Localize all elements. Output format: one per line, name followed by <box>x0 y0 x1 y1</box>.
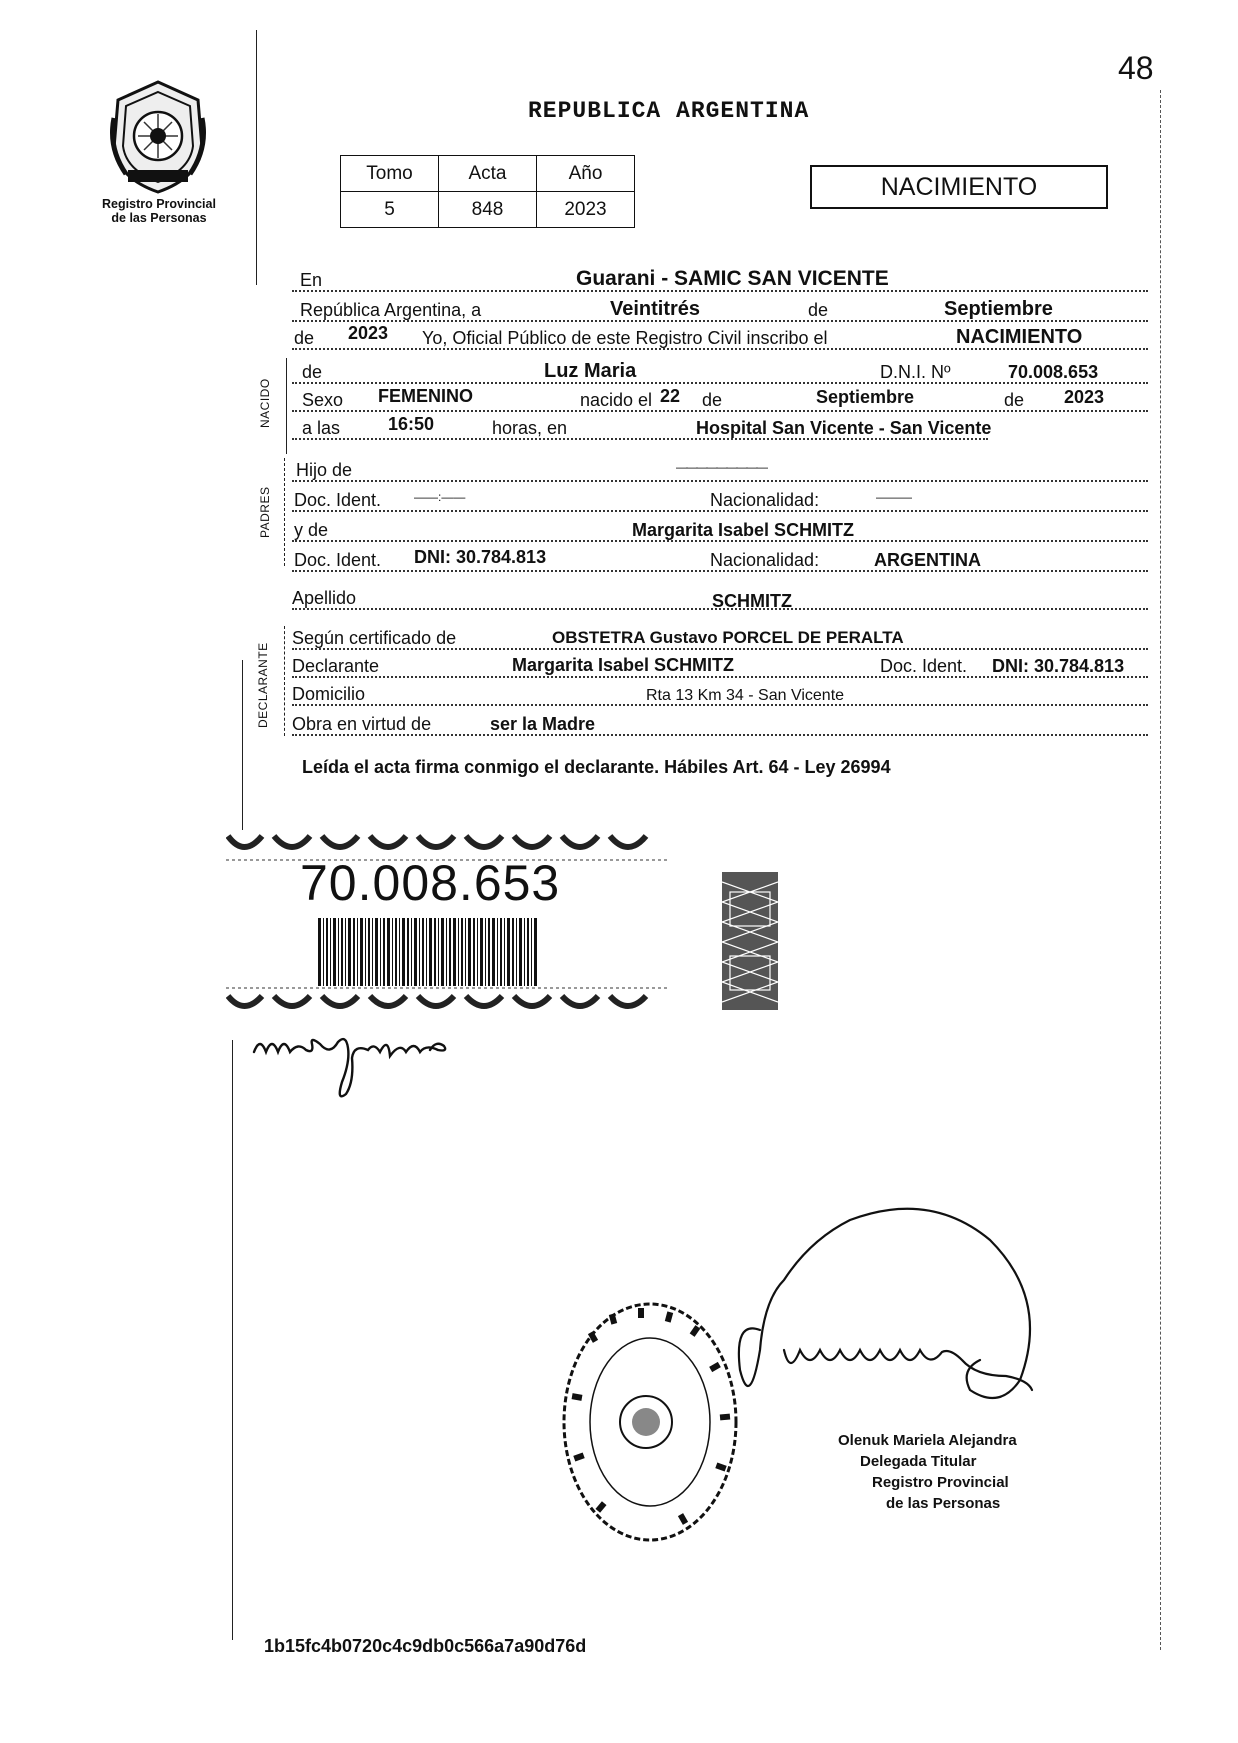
cert-label: Según certificado de <box>292 628 457 648</box>
obra-value: ser la Madre <box>490 714 596 734</box>
father-doc-value: ——:—— <box>414 490 466 504</box>
line-sex-date <box>292 386 1148 414</box>
birth-de-label-2: de <box>1004 390 1025 410</box>
mother-doc-label: Doc. Ident. <box>294 550 382 570</box>
sexo-value: FEMENINO <box>378 386 474 406</box>
id-barcode <box>318 918 538 986</box>
birth-year-value: 2023 <box>1064 387 1105 407</box>
seal-caption <box>86 197 232 225</box>
declarant-signature <box>250 1022 500 1122</box>
acta-value: 848 <box>439 192 537 228</box>
left-margin-rule <box>256 30 257 285</box>
document-hash: 1b15fc4b0720c4c9db0c566a7a90d76d <box>264 1636 587 1656</box>
declarant-label: Declarante <box>292 656 380 676</box>
declarant-doc-label: Doc. Ident. <box>880 656 968 676</box>
place-value: Guarani - SAMIC SAN VICENTE <box>576 267 889 290</box>
official-block <box>838 1430 1017 1514</box>
official-org-line1: Registro Provincial <box>872 1474 1009 1491</box>
y-de-label: y de <box>294 520 329 540</box>
month-value: Septiembre <box>944 298 1053 320</box>
line-name <box>292 358 1148 386</box>
nacido-el-label: nacido el <box>580 390 653 410</box>
domicilio-value: Rta 13 Km 34 - San Vicente <box>646 687 845 704</box>
father-nat-value: ——— <box>876 490 912 504</box>
mother-value: Margarita Isabel SCHMITZ <box>632 520 855 540</box>
registry-header-row <box>341 156 635 192</box>
line-date <box>292 296 1148 324</box>
en-label: En <box>300 270 323 290</box>
birth-day-value: 22 <box>660 386 681 406</box>
apellido-label: Apellido <box>292 588 357 608</box>
line-declarant <box>292 652 1148 680</box>
apellido-value: SCHMITZ <box>712 591 792 611</box>
birth-place-value: Hospital San Vicente - San Vicente <box>696 418 992 438</box>
line-apellido <box>292 584 1148 612</box>
line-obra <box>292 710 1148 738</box>
officer-text: Yo, Oficial Público de este Registro Civil inscribo el <box>422 328 828 348</box>
id-number-print: 70.008.653 <box>300 855 561 911</box>
mother-doc-value: DNI: 30.784.813 <box>414 547 547 567</box>
line-time-place <box>292 414 1148 442</box>
line-place <box>292 266 1148 294</box>
mother-nat-label: Nacionalidad: <box>710 550 820 570</box>
year-prefix-label: de <box>294 328 315 348</box>
line-certificate <box>292 624 1148 652</box>
official-stamp <box>550 1292 750 1552</box>
dni-label: D.N.I. Nº <box>880 362 951 382</box>
declarant-doc-value: DNI: 30.784.813 <box>992 656 1125 676</box>
child-name-value: Luz Maria <box>544 360 637 382</box>
birth-month-value: Septiembre <box>816 387 915 407</box>
birth-de-label: de <box>702 390 723 410</box>
horas-label: horas, en <box>492 418 568 438</box>
official-signature <box>730 1200 1110 1440</box>
nacido-de-label: de <box>302 362 323 382</box>
declarante-bracket <box>284 626 285 736</box>
provincial-seal <box>108 78 208 196</box>
record-type-box: NACIMIENTO <box>810 165 1108 209</box>
line-mother-doc <box>292 546 1148 574</box>
year-value: 2023 <box>348 323 389 343</box>
domicilio-label: Domicilio <box>292 684 366 704</box>
line-domicilio <box>292 680 1148 708</box>
section-label-nacido: NACIDO <box>258 378 272 428</box>
republica-label: República Argentina, a <box>300 300 482 320</box>
tomo-header: Tomo <box>341 156 439 192</box>
registry-value-row <box>341 192 635 228</box>
seal-caption-line2: de las Personas <box>111 211 207 225</box>
left-margin-rule-lower <box>242 660 243 830</box>
obra-label: Obra en virtud de <box>292 714 432 734</box>
padres-bracket <box>284 458 285 566</box>
anio-value: 2023 <box>537 192 635 228</box>
registry-table <box>340 155 635 228</box>
official-name: Olenuk Mariela Alejandra <box>838 1432 1017 1449</box>
sexo-label: Sexo <box>302 390 344 410</box>
a-las-label: a las <box>302 418 341 438</box>
line-year <box>292 324 1148 352</box>
line-mother <box>292 516 1148 544</box>
country-title: REPUBLICA ARGENTINA <box>528 98 810 124</box>
line-father <box>292 456 1148 484</box>
anio-header: Año <box>537 156 635 192</box>
time-value: 16:50 <box>388 414 435 434</box>
dni-value: 70.008.653 <box>1008 362 1099 382</box>
section-label-padres: PADRES <box>258 486 272 538</box>
acta-header: Acta <box>439 156 537 192</box>
father-doc-label: Doc. Ident. <box>294 490 382 510</box>
line-father-doc <box>292 486 1148 514</box>
de-label: de <box>808 300 829 320</box>
mother-nat-value: ARGENTINA <box>874 550 981 570</box>
official-title: Delegada Titular <box>860 1453 977 1470</box>
security-band-bottom <box>226 986 670 1020</box>
dotted-rule <box>292 480 1148 482</box>
father-value: ————————— <box>676 460 766 474</box>
right-margin-rule <box>1160 90 1161 1650</box>
official-org-line2: de las Personas <box>886 1495 1001 1512</box>
page-number: 48 <box>1118 50 1154 86</box>
nacido-bracket <box>286 358 287 454</box>
cert-value: OBSTETRA Gustavo PORCEL DE PERALTA <box>552 628 904 647</box>
left-margin-rule-bottom <box>232 1040 233 1640</box>
section-label-declarante: DECLARANTE <box>256 642 270 728</box>
tomo-value: 5 <box>341 192 439 228</box>
inscribed-value: NACIMIENTO <box>956 326 1083 348</box>
father-nat-label: Nacionalidad: <box>710 490 820 510</box>
declarant-value: Margarita Isabel SCHMITZ <box>512 655 735 675</box>
security-pattern-block <box>722 872 778 1010</box>
day-words-value: Veintitrés <box>610 298 701 320</box>
seal-caption-line1: Registro Provincial <box>102 197 216 211</box>
hijo-de-label: Hijo de <box>296 460 353 480</box>
closing-statement: Leída el acta firma conmigo el declarante. Hábiles Art. 64 - Ley 26994 <box>302 757 891 777</box>
